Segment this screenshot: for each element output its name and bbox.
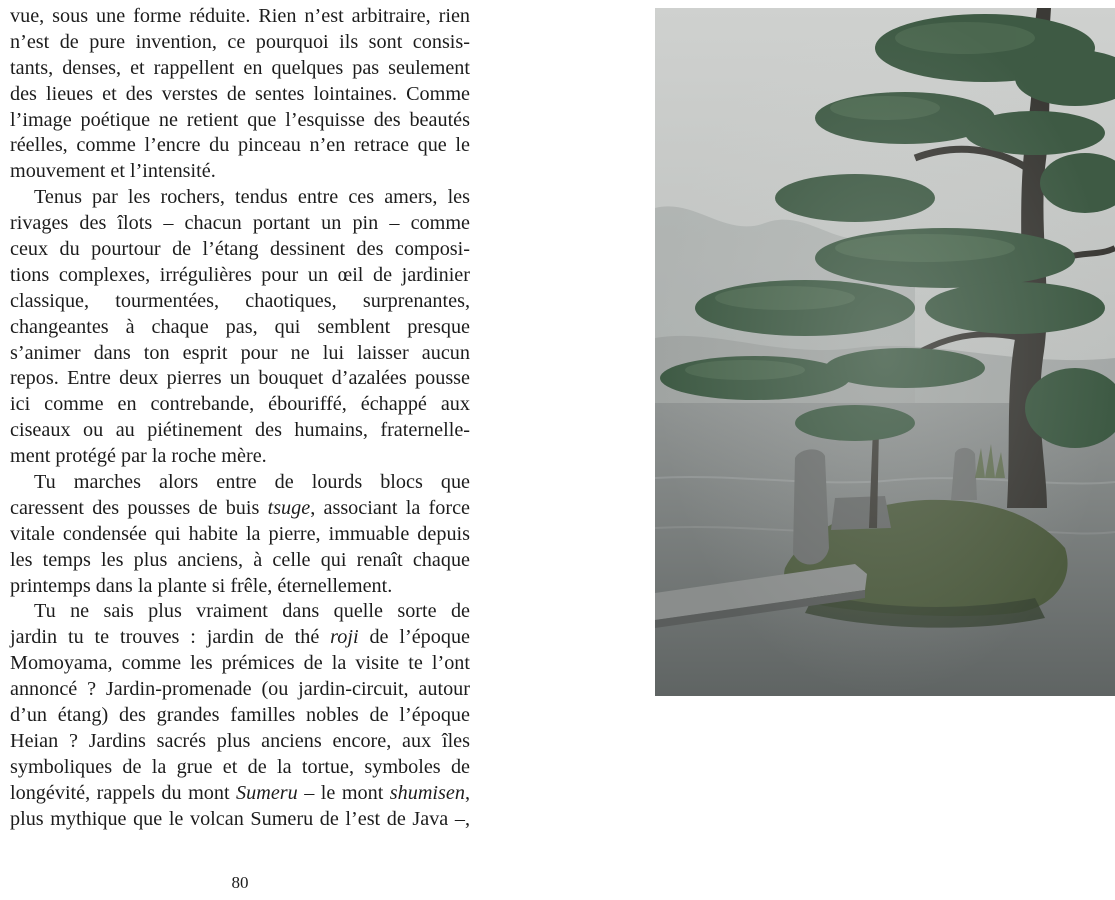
text-run: ,: [464, 781, 470, 804]
italic-word: shumisen: [389, 781, 465, 804]
text-line: annoncé ? Jardin-promenade (ou jardin-circuit, autour: [10, 678, 470, 701]
text-line: classique, tourmentées, chaotiques, surprenantes,: [10, 289, 470, 312]
text-line: d’un étang) des grandes familles nobles de l’époque: [10, 704, 470, 727]
text-line: l’image poétique ne retient que l’esquisse des beautés: [10, 108, 470, 131]
text-line: ceux du pourtour de l’étang dessinent des composi-: [10, 238, 470, 261]
text-line: repos. Entre deux pierres un bouquet d’azalées pousse: [10, 367, 470, 390]
text-run: de l’époque: [358, 626, 470, 649]
text-line: Tu marches alors entre de lourds blocs que: [34, 471, 470, 494]
text-line: plus mythique que le volcan Sumeru de l’est de Java –,: [10, 807, 470, 830]
text-line: Tu ne sais plus vraiment dans quelle sorte de: [34, 600, 470, 623]
text-line: réelles, comme l’encre du pinceau n’en retrace que le: [10, 134, 470, 157]
text-line: vitale condensée qui habite la pierre, immuable depuis: [10, 522, 470, 545]
text-line: n’est de pure invention, ce pourquoi ils sont consis-: [10, 30, 470, 53]
text-line: tants, denses, et rappellent en quelques pas seulement: [10, 56, 470, 79]
text-line: s’animer dans ton esprit pour ne lui laisser aucun: [10, 341, 470, 364]
text-line: ment protégé par la roche mère.: [10, 445, 267, 468]
text-line: rivages des îlots – chacun portant un pin – comme: [10, 212, 470, 235]
text-line: Momoyama, comme les prémices de la visite te l’ont: [10, 652, 470, 675]
text-line: des lieues et des verstes de sentes lointaines. Comme: [10, 82, 470, 105]
text-run: – le mont: [297, 781, 390, 804]
italic-word: Sumeru: [236, 781, 298, 804]
text-line: symboliques de la grue et de la tortue, symboles de: [10, 755, 470, 778]
text-line: [10, 625, 470, 651]
text-line: [10, 496, 470, 522]
text-run: longévité, rappels du mont: [10, 781, 237, 804]
text-run: jardin tu te trouves : jardin de thé: [10, 626, 331, 649]
text-line: tions complexes, irrégulières pour un œil de jardinier: [10, 263, 470, 286]
italic-word: tsuge: [267, 496, 311, 519]
text-line: [10, 781, 470, 807]
text-line: Heian ? Jardins sacrés plus anciens encore, aux îles: [10, 729, 470, 752]
text-line: ici comme en contrebande, ébouriffé, échappé aux: [10, 393, 470, 416]
text-line: printemps dans la plante si frêle, éternellement.: [10, 574, 393, 597]
page-number: 80: [231, 873, 249, 892]
text-line: ciseaux ou au piétinement des humains, fraternelle-: [10, 419, 470, 442]
garden-photo-illustration: [655, 8, 1115, 696]
text-line: mouvement et l’intensité.: [10, 160, 216, 183]
text-run: caressent des pousses de buis: [10, 496, 268, 519]
text-run: , associant la force: [310, 496, 471, 519]
text-column: [10, 4, 470, 833]
italic-word: roji: [330, 626, 359, 649]
text-line: Tenus par les rochers, tendus entre ces amers, les: [34, 186, 470, 209]
text-line: vue, sous une forme réduite. Rien n’est arbitraire, rien: [10, 5, 470, 27]
text-line: changeantes à chaque pas, qui semblent presque: [10, 315, 470, 338]
garden-photo: [655, 8, 1115, 696]
text-line: les temps les plus anciens, à celle qui renaît chaque: [10, 548, 470, 571]
